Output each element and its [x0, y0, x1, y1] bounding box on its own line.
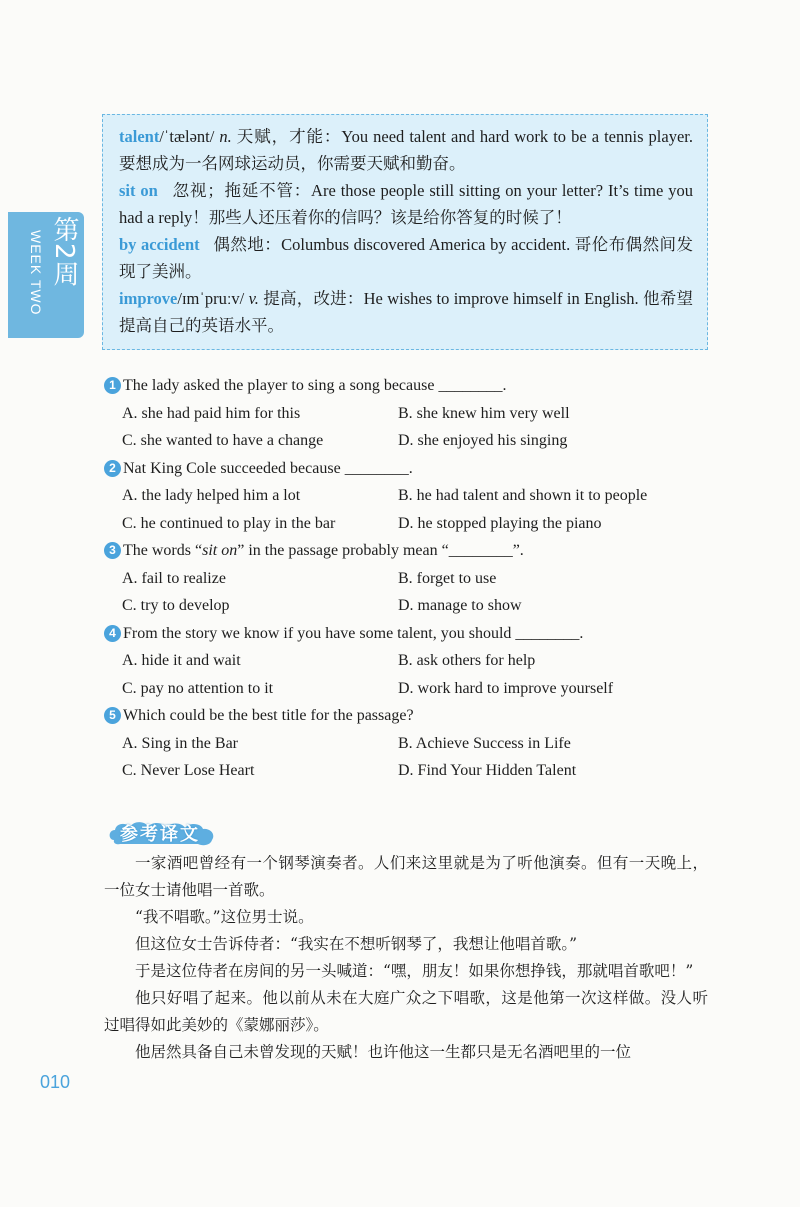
vocab-entry-sit-on: [119, 177, 698, 231]
vocab-definition: 天赋，才能：You need talent and hard work to be a tennis player. 要想成为一名网球运动员，你需要天赋和勤奋。: [119, 127, 693, 173]
vocab-word: talent: [119, 127, 160, 146]
vocab-definition: 提高，改进：He wishes to improve himself in English. 他希望提高自己的英语水平。: [119, 289, 693, 335]
question-stem: Which could be the best title for the passage?: [123, 707, 414, 724]
question-3: [104, 537, 704, 620]
question-number-badge: 4: [104, 625, 121, 642]
question-number-badge: 5: [104, 707, 121, 724]
option-b: B. she knew him very well: [398, 404, 570, 422]
vocab-pos: n.: [219, 127, 237, 146]
vocab-pron: /ˈtælənt/: [159, 127, 220, 146]
option-c: C. pay no attention to it: [122, 679, 274, 697]
option-b: B. forget to use: [398, 569, 497, 587]
question-stem: From the story we know if you have some talent, you should ________.: [123, 624, 584, 642]
vocabulary-box: [102, 114, 708, 350]
option-a: A. she had paid him for this: [122, 404, 301, 422]
question-2: [104, 455, 704, 538]
translation-paragraph: 他居然具备自己未曾发现的天赋！也许他这一生都只是无名酒吧里的一位: [135, 1043, 632, 1061]
option-a: A. the lady helped him a lot: [122, 487, 301, 504]
option-b: B. Achieve Success in Life: [398, 734, 571, 752]
question-list: [104, 372, 704, 785]
translation-paragraph: 一家酒吧曾经有一个钢琴演奏者。人们来这里就是为了听他演奏。但有一天晚上，一位女士请他唱一首歌。: [104, 854, 708, 899]
option-c: C. Never Lose Heart: [122, 762, 255, 779]
question-number-badge: 3: [104, 542, 121, 559]
option-d: D. work hard to improve yourself: [398, 679, 614, 697]
question-4: [104, 620, 704, 703]
option-d: D. she enjoyed his singing: [398, 432, 568, 449]
translation-paragraph: 于是这位侍者在房间的另一头喊道：“嘿，朋友！如果你想挣钱，那就唱首歌吧！”: [135, 962, 694, 980]
option-d: D. Find Your Hidden Talent: [398, 762, 577, 779]
option-b: B. he had talent and shown it to people: [398, 487, 648, 504]
vocab-entry-talent: [119, 123, 693, 177]
vocab-pron: /ɪmˈpruːv/: [177, 289, 249, 308]
question-stem-after: ” in the passage probably mean “________”.: [237, 542, 524, 559]
option-a: A. hide it and wait: [122, 652, 241, 669]
question-1: [104, 372, 704, 455]
question-number-badge: 2: [104, 460, 121, 477]
week-tab-english: WEEK TWO: [28, 230, 44, 316]
vocab-word: by accident: [119, 235, 200, 254]
question-stem: The lady asked the player to sing a song because ________.: [123, 377, 507, 394]
option-c: C. he continued to play in the bar: [122, 514, 336, 532]
badge-label: 参考译文: [120, 824, 200, 845]
option-d: D. he stopped playing the piano: [398, 514, 602, 532]
reference-translation-badge: [106, 818, 222, 848]
translation-paragraph: 但这位女士告诉侍者：“我实在不想听钢琴了，我想让他唱首歌。”: [135, 935, 578, 953]
vocab-entry-by-accident: [119, 231, 693, 285]
option-c: C. try to develop: [122, 597, 230, 614]
option-a: A. Sing in the Bar: [122, 734, 238, 752]
translation-paragraph: “我不唱歌。”这位男士说。: [135, 908, 314, 926]
option-a: A. fail to realize: [122, 569, 226, 587]
reference-translation: [104, 850, 708, 1066]
week-tab-chinese: 第2周: [49, 216, 79, 288]
question-stem-emphasis: sit on: [202, 542, 238, 559]
vocab-pos: v.: [248, 289, 264, 308]
week-tab: [8, 212, 84, 338]
question-5: [104, 702, 704, 785]
vocab-word: sit on: [119, 181, 158, 200]
question-number-badge: 1: [104, 377, 121, 394]
vocab-definition: 忽视；拖延不管：Are those people still sitting on your letter? It’s time you had a reply！那些人还压着你的信吗？该是给你答复的时候了！: [119, 181, 698, 227]
option-b: B. ask others for help: [398, 652, 536, 669]
option-d: D. manage to show: [398, 597, 522, 614]
option-c: C. she wanted to have a change: [122, 432, 324, 449]
translation-paragraph: 他只好唱了起来。他以前从未在大庭广众之下唱歌，这是他第一次这样做。没人听过唱得如此美妙的《蒙娜丽莎》。: [104, 989, 708, 1034]
vocab-definition: 偶然地：Columbus discovered America by accident. 哥伦布偶然间发现了美洲。: [119, 235, 693, 281]
question-stem-before: The words “: [123, 542, 203, 559]
question-stem: Nat King Cole succeeded because ________.: [123, 459, 413, 477]
vocab-word: improve: [119, 289, 178, 308]
page-number: 010: [40, 1072, 71, 1092]
vocab-entry-improve: [119, 285, 693, 339]
